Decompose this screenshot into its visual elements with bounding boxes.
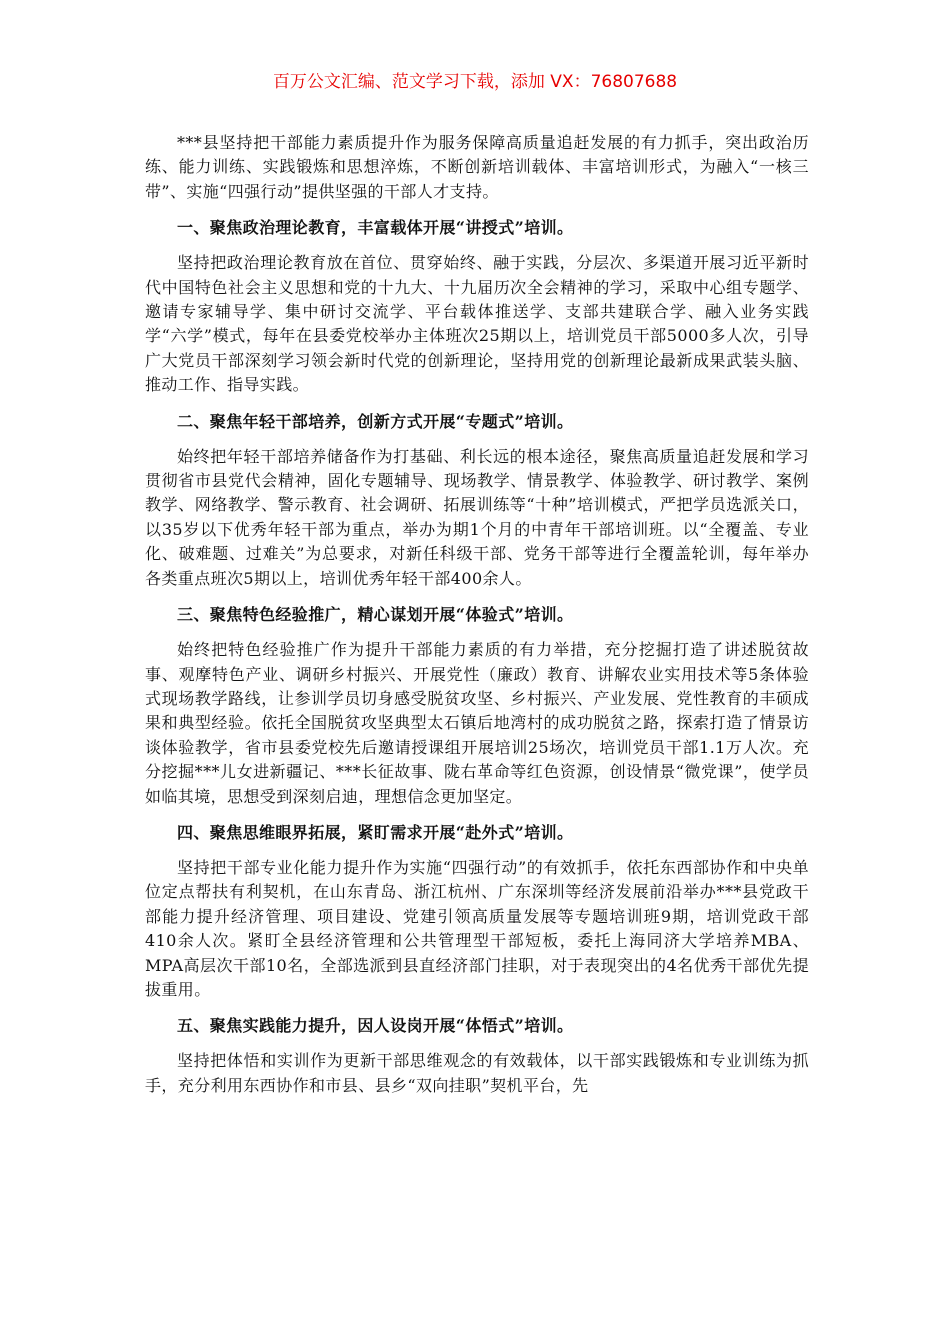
document-body [145, 131, 809, 1098]
watermark-banner: 百万公文汇编、范文学习下载，添加 VX：76807688 [272, 72, 678, 92]
section-3-heading: 三、聚焦特色经验推广，精心谋划开展“体验式”培训。 [177, 605, 574, 625]
section-1-body: 坚持把政治理论教育放在首位、贯穿始终、融于实践，分层次、多渠道开展习近平新时代中国特色社会主义思想和党的十九大、十九届历次全会精神的学习，采取中心组专题学、邀请专家辅导学、集中研讨交流学、平台载体推送学、支部共建联合学、融入业务实践学“六学”模式，每年在县委党校举办主体班次25期以上，培训党员干部5000多人次，引导广大党员干部深刻学习领会新时代党的创新理论，坚持用党的创新理论最新成果武装头脑、推动工作、指导实践。 [145, 253, 809, 395]
section-3-body: 始终把特色经验推广作为提升干部能力素质的有力举措，充分挖掘打造了讲述脱贫故事、观摩特色产业、调研乡村振兴、开展党性（廉政）教育、讲解农业实用技术等5条体验式现场教学路线，让参训学员切身感受脱贫攻坚、乡村振兴、产业发展、党性教育的丰硕成果和典型经验。依托全国脱贫攻坚典型太石镇后地湾村的成功脱贫之路，探索打造了情景访谈体验教学，省市县委党校先后邀请授课组开展培训25场次，培训党员干部1.1万人次。充分挖掘***儿女进新疆记、***长征故事、陇右革命等红色资源，创设情景“微党课”，使学员如临其境，思想受到深刻启迪，理想信念更加坚定。 [145, 640, 809, 806]
section-2-body: 始终把年轻干部培养储备作为打基础、利长远的根本途径，聚焦高质量追赶发展和学习贯彻省市县党代会精神，固化专题辅导、现场教学、情景教学、体验教学、研讨教学、案例教学、网络教学、警示教育、社会调研、拓展训练等“十种”培训模式，严把学员选派关口，以35岁以下优秀年轻干部为重点，举办为期1个月的中青年干部培训班。以“全覆盖、专业化、破难题、过难关”为总要求，对新任科级干部、党务干部等进行全覆盖轮训，每年举办各类重点班次5期以上，培训优秀年轻干部400余人。 [145, 446, 809, 588]
intro-paragraph: ***县坚持把干部能力素质提升作为服务保障高质量追赶发展的有力抓手，突出政治历练、能力训练、实践锻炼和思想淬炼，不断创新培训载体、丰富培训形式，为融入“一核三带”、实施“四强行动”提供坚强的干部人才支持。 [145, 133, 809, 201]
section-5-heading: 五、聚焦实践能力提升，因人设岗开展“体悟式”培训。 [177, 1016, 574, 1036]
section-1-heading: 一、聚焦政治理论教育，丰富载体开展“讲授式”培训。 [177, 218, 574, 238]
section-5-body: 坚持把体悟和实训作为更新干部思维观念的有效载体，以干部实践锻炼和专业训练为抓手，充分利用东西协作和市县、县乡“双向挂职”契机平台，先 [145, 1051, 809, 1095]
section-4-body: 坚持把干部专业化能力提升作为实施“四强行动”的有效抓手，依托东西部协作和中央单位定点帮扶有利契机，在山东青岛、浙江杭州、广东深圳等经济发展前沿举办***县党政干部能力提升经济管理、项目建设、党建引领高质量发展等专题培训班9期，培训党政干部410余人次。紧盯全县经济管理和公共管理型干部短板，委托上海同济大学培养MBA、MPA高层次干部10名，全部选派到县直经济部门挂职，对于表现突出的4名优秀干部优先提拔重用。 [145, 857, 809, 999]
section-2-heading: 二、聚焦年轻干部培养，创新方式开展“专题式”培训。 [177, 411, 574, 431]
section-4-heading: 四、聚焦思维眼界拓展，紧盯需求开展“赴外式”培训。 [177, 822, 574, 842]
